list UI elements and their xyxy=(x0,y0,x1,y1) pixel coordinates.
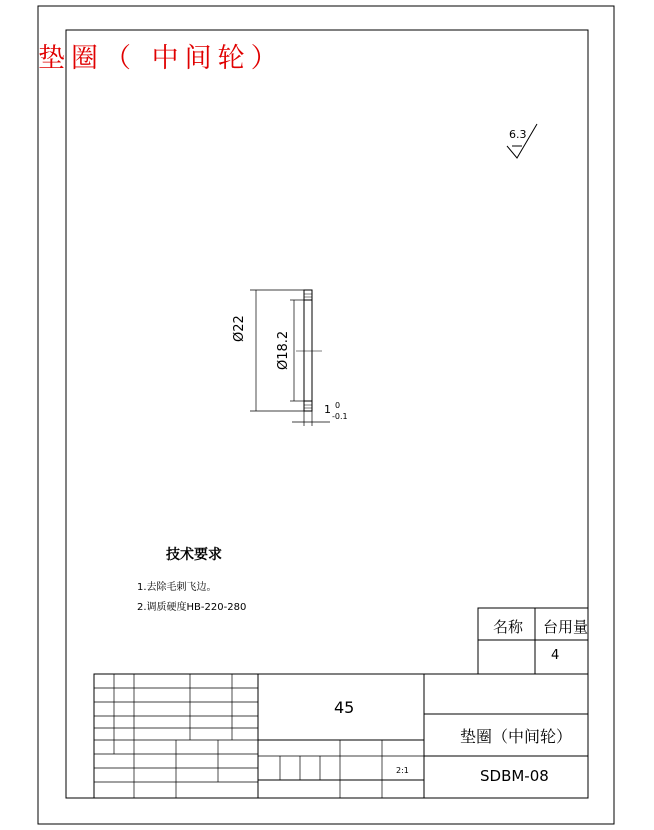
tech-requirements-title: 技术要求 xyxy=(166,547,222,563)
tech-requirement-1: 1.去除毛刺飞边。 xyxy=(137,582,217,593)
drawing-number: SDBM-08 xyxy=(480,767,549,785)
thickness-label: 1 xyxy=(324,403,331,416)
part-qty-value: 4 xyxy=(551,648,560,663)
material-value: 45 xyxy=(334,698,355,717)
revision-grid xyxy=(94,674,258,798)
roughness-value: 6.3 xyxy=(509,128,527,141)
outer-diameter-label: Ø22 xyxy=(232,315,247,342)
tech-requirement-2: 2.调质硬度HB-220-280 xyxy=(137,602,247,613)
washer-section-view xyxy=(296,290,322,411)
part-qty-header: 台用量 xyxy=(543,618,589,636)
tolerance-upper: 0 xyxy=(335,401,341,410)
tolerance-lower: -0.1 xyxy=(332,412,348,421)
scale-value: 2:1 xyxy=(396,766,409,775)
title-part-name: 垫圈（中间轮） xyxy=(460,727,573,746)
page-heading: 垫圈（ 中间轮） xyxy=(38,43,284,74)
part-name-header: 名称 xyxy=(493,618,524,636)
inner-diameter-label: Ø18.2 xyxy=(276,330,291,370)
